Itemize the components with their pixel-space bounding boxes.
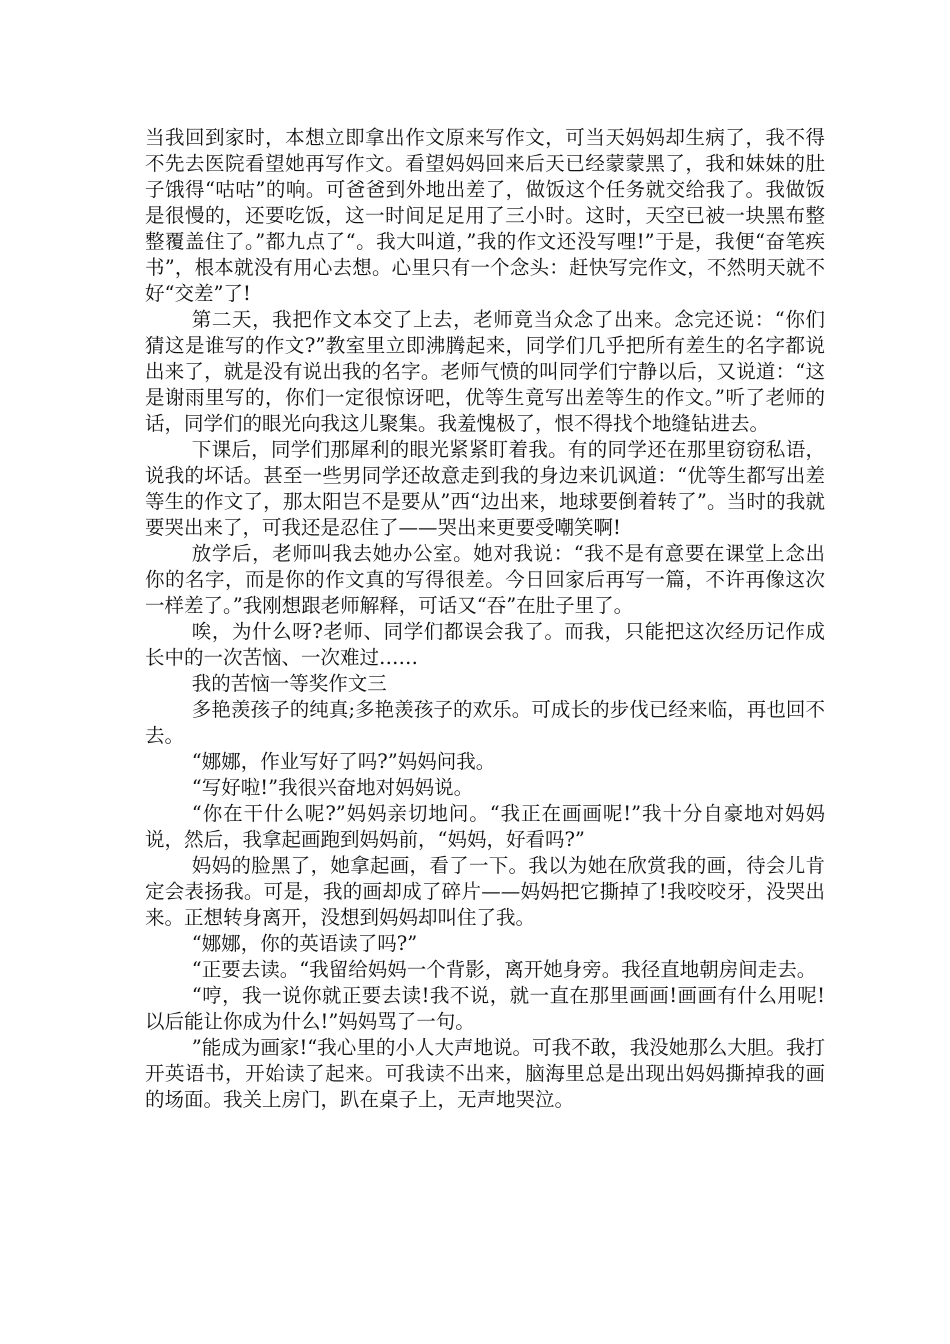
paragraph-11: 妈妈的脸黑了，她拿起画，看了一下。我以为她在欣赏我的画，待会儿肯定会表扬我。可是，我的画却成了碎片——妈妈把它撕掉了!我咬咬牙，没哭出来。正想转身离开，没想到妈妈却叫住了我。 bbox=[145, 854, 825, 929]
paragraph-1: 当我回到家时，本想立即拿出作文原来写作文，可当天妈妈却生病了，我不得不先去医院看望她再写作文。看望妈妈回来后天已经蒙蒙黑了，我和妹妹的肚子饿得“咕咕”的响。可爸爸到外地出差了，做饭这个任务就交给我了。我做饭是很慢的，还要吃饭，这一时间足足用了三小时。这时，天空已被一块黑布整整覆盖住了。”都九点了“。我大叫道，”我的作文还没写哩!”于是，我便“奋笔疾书”，根本就没有用心去想。心里只有一个念头：赶快写完作文，不然明天就不好“交差”了! bbox=[145, 126, 825, 305]
paragraph-14: “哼，我一说你就正要去读!我不说，就一直在那里画画!画画有什么用呢!以后能让你成为什么!”妈妈骂了一句。 bbox=[145, 984, 825, 1033]
paragraph-4: 放学后，老师叫我去她办公室。她对我说：“我不是有意要在课堂上念出你的名字，而是你的作文真的写得很差。今日回家后再写一篇，不许再像这次一样差了。”我刚想跟老师解释，可话又“吞”在肚子里了。 bbox=[145, 542, 825, 617]
paragraph-3: 下课后，同学们那犀利的眼光紧紧盯着我。有的同学还在那里窃窃私语，说我的坏话。甚至一些男同学还故意走到我的身边来讥讽道：“优等生都写出差等生的作文了，那太阳岂不是要从”西“边出来，地球要倒着转了”。当时的我就要哭出来了，可我还是忍住了——哭出来更要受嘲笑啊! bbox=[145, 438, 825, 539]
section-heading: 我的苦恼一等奖作文三 bbox=[191, 672, 387, 695]
paragraph-9: “写好啦!”我很兴奋地对妈妈说。 bbox=[191, 776, 474, 799]
paragraph-12: “娜娜，你的英语读了吗?” bbox=[191, 932, 418, 955]
paragraph-7: 多艳羡孩子的纯真;多艳羡孩子的欢乐。可成长的步伐已经来临，再也回不去。 bbox=[145, 698, 825, 747]
paragraph-15: ”能成为画家!“我心里的小人大声地说。可我不敢，我没她那么大胆。我打开英语书，开始读了起来。可我读不出来，脑海里总是出现出妈妈撕掉我的画的场面。我关上房门，趴在桌子上，无声地哭泣。 bbox=[145, 1036, 825, 1111]
paragraph-10: “你在干什么呢?”妈妈亲切地问。“我正在画画呢!”我十分自豪地对妈妈说，然后，我拿起画跑到妈妈前，“妈妈，好看吗?” bbox=[145, 802, 825, 851]
paragraph-5: 唉，为什么呀?老师、同学们都误会我了。而我，只能把这次经历记作成长中的一次苦恼、一次难过…… bbox=[145, 620, 825, 669]
paragraph-13: “正要去读。“我留给妈妈一个背影，离开她身旁。我径直地朝房间走去。 bbox=[191, 958, 817, 981]
paragraph-2: 第二天，我把作文本交了上去，老师竟当众念了出来。念完还说：“你们猜这是谁写的作文?”教室里立即沸腾起来，同学们几乎把所有差生的名字都说出来了，就是没有说出我的名字。老师气愤的叫同学们宁静以后，又说道：“这是谢雨里写的，你们一定很惊讶吧，优等生竟写出差等生的作文。”听了老师的话，同学们的眼光向我这儿聚集。我羞愧极了，恨不得找个地缝钻进去。 bbox=[145, 308, 825, 435]
document-body bbox=[145, 125, 825, 1113]
paragraph-8: “娜娜，作业写好了吗?”妈妈问我。 bbox=[191, 750, 496, 773]
